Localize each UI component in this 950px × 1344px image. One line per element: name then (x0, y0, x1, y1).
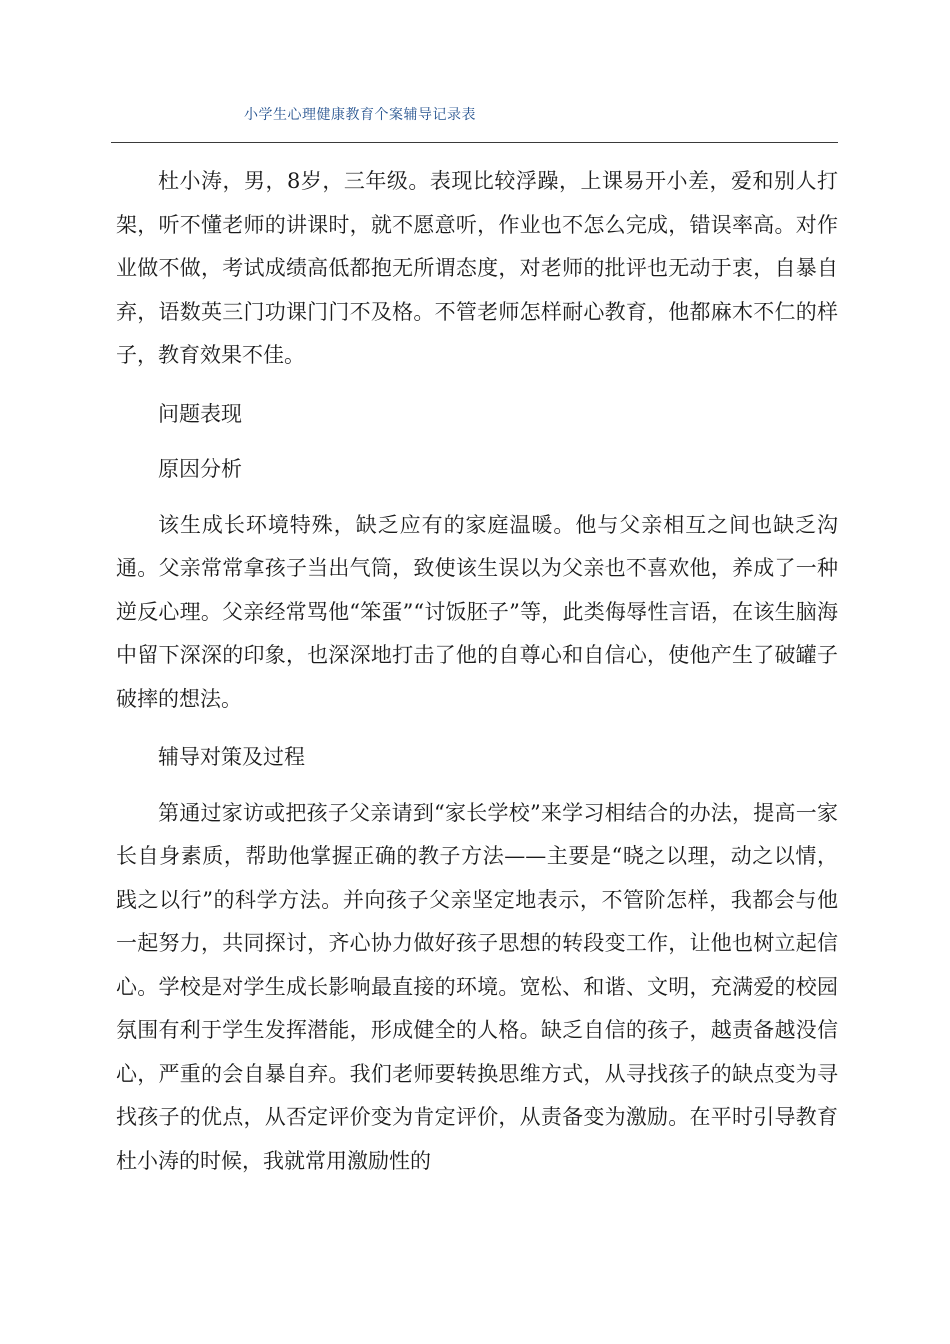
document-body (116, 160, 838, 1198)
intro-paragraph: 杜小涛，男，8岁，三年级。表现比较浮躁，上课易开小差，爱和别人打架，听不懂老师的讲课时，就不愿意听，作业也不怎么完成，错误率高。对作业做不做，考试成绩高低都抱无所谓态度，对老师的批评也无动于衷，自暴自弃，语数英三门功课门门不及格。不管老师怎样耐心教育，他都麻木不仁的样子，教育效果不佳。 (116, 169, 838, 367)
header-divider (111, 142, 838, 143)
cause-paragraph: 该生成长环境特殊，缺乏应有的家庭温暖。他与父亲相互之间也缺乏沟通。父亲常常拿孩子当出气筒，致使该生误以为父亲也不喜欢他，养成了一种逆反心理。父亲经常骂他“笨蛋”“讨饭胚子”等，此类侮辱性言语，在该生脑海中留下深深的印象，也深深地打击了他的自尊心和自信心，使他产生了破罐子破摔的想法。 (116, 512, 838, 711)
section-heading-strategy: 辅导对策及过程 (158, 745, 305, 769)
strategy-paragraph: 第通过家访或把孩子父亲请到“家长学校”来学习相结合的办法，提高一家长自身素质，帮助他掌握正确的教子方法——主要是“晓之以理，动之以情，践之以行”的科学方法。并向孩子父亲坚定地表示，不管阶怎样，我都会与他一起努力，共同探讨，齐心协力做好孩子思想的转段变工作，让他也树立起信心。学校是对学生成长影响最直接的环境。宽松、和谐、文明，充满爱的校园氛围有利于学生发挥潜能，形成健全的人格。缺乏自信的孩子，越责备越没信心，严重的会自暴自弃。我们老师要转换思维方式，从寻找孩子的缺点变为寻找孩子的优点，从否定评价变为肯定评价，从责备变为激励。在平时引导教育杜小涛的时候，我就常用激励性的 (116, 800, 838, 1173)
section-heading-problem: 问题表现 (158, 401, 242, 426)
section-heading-cause: 原因分析 (158, 457, 242, 481)
document-header-title: 小学生心理健康教育个案辅导记录表 (244, 107, 476, 123)
